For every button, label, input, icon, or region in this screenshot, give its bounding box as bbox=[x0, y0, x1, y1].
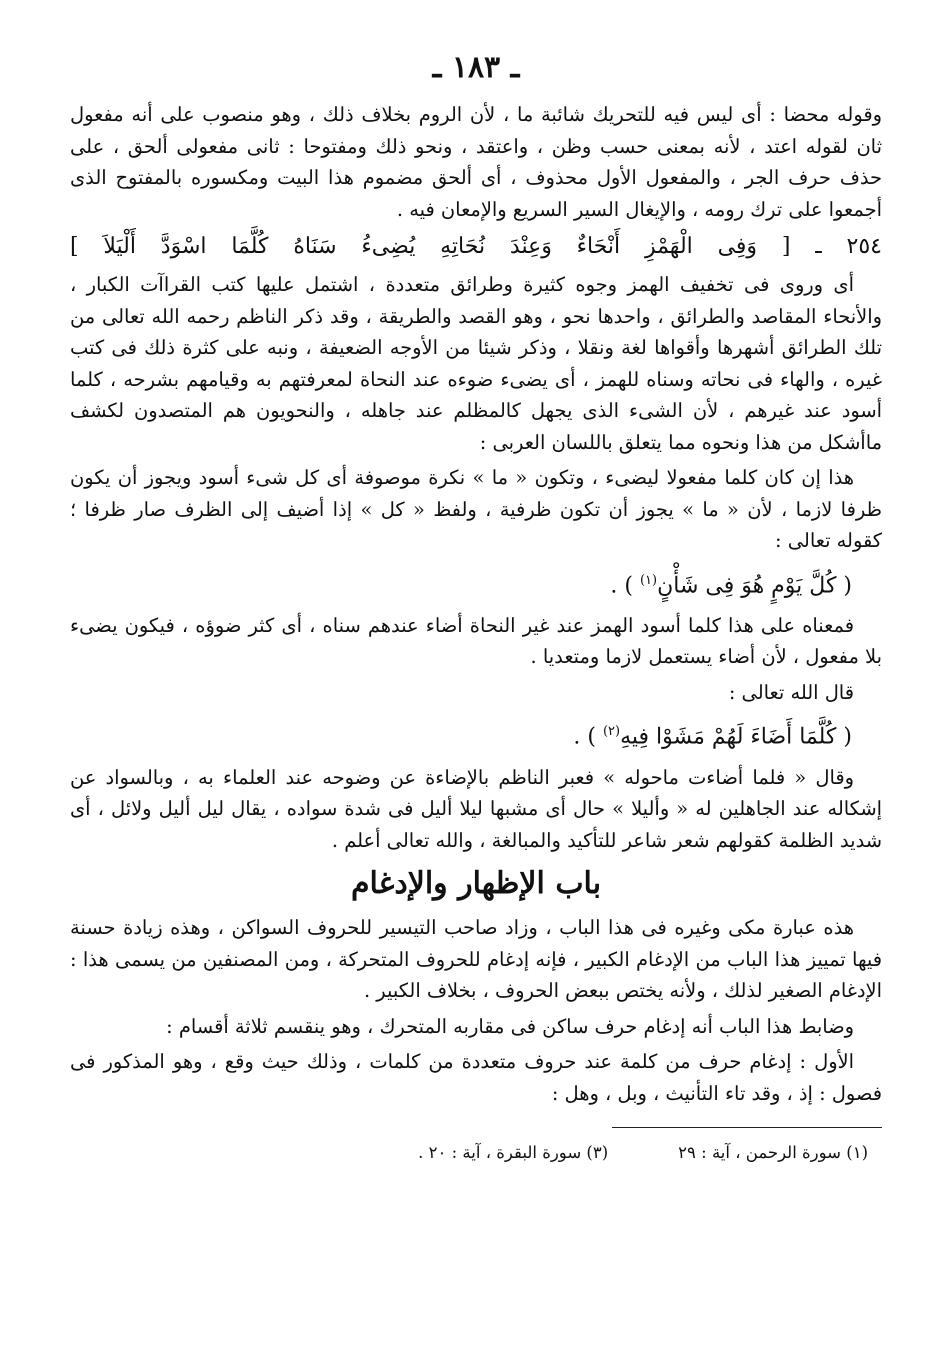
paragraph: وقال « فلما أضاءت ماحوله » فعبر الناظم بالإضاءة عن وضوحه عند العلماء به ، وبالسواد عن إشكاله عند الجاهلين له « وأليلا » حال أى مشبها ليلا أليل فى شدة سواده ، يقال ليل أليل ولائل ، أى شديد الظلمة كقولهم شعر شاعر للتأكيد والمبالغة ، والله تعالى أعلم . bbox=[70, 765, 882, 852]
footnote-divider bbox=[612, 1127, 882, 1128]
document-page bbox=[70, 50, 882, 1166]
paragraph: أى وروى فى تخفيف الهمز وجوه كثيرة وطرائق متعددة ، اشتمل عليها كتب القراآت الكبار ، والأنحاء المقاصد والطرائق ، واحدها نحو ، وهو القصد والطريقة ، وقد ذكر الناظم رحمه الله تعالى من تلك الطرائق أشهرها وأقواها لغة ونقلا ، وذكر شيئا من الأوجه الضعيفة ، ونبه على كثرة ذلك فى كتب غيره ، والهاء فى نحاته وسناه للهمز ، أى يضىء ضوءه عند النحاة لمعرفتهم به وقيامهم بشرحه ، كلما أسود عند غيرهم ، لأن الشىء الذى يجهل كالمظلم عند جاهله ، والنحويون هم المتصدون لكشف ماأشكل من هذا ونحوه مما يتعلق باللسان العربى : bbox=[70, 273, 882, 454]
footnote-ref: (٢) bbox=[602, 724, 621, 740]
paragraph: وقوله محضا : أى ليس فيه للتحريك شائبة ما ، لأن الروم بخلاف ذلك ، وهو منصوب على أنه مفعول ثان لقوله اعتد ، لأنه بمعنى حسب وظن ، واعتقد ، ونحو ذلك ومفتوحا : ثانى مفعولى ألحق ، على حذف حرف الجر ، والمفعول الأول محذوف ، أى ألحق مضموم هذا البيت ومكسوره بالمفتوح الذى أجمعوا على ترك رومه ، والإيغال السير السريع والإمعان فيه . bbox=[70, 103, 882, 221]
footnotes bbox=[70, 1140, 882, 1166]
quran-quote-text: ( كُلَّ يَوْمٍ هُوَ فِى شَأْنٍ bbox=[657, 572, 852, 598]
poem-verse: ٢٥٤ ـ [ وَفِى الْهَمْزِ أَنْحَاءٌ وَعِنْدَ نُحَاتِهِ يُضِىءُ سَنَاهُ كُلَّمَا اسْوَدَّ أَلْيَلاَ ] bbox=[70, 234, 882, 259]
paragraph: هذا إن كان كلما مفعولا ليضىء ، وتكون « ما » نكرة موصوفة أى كل شىء أسود ويجوز أن يكون ظرفا لازما ، لأن « ما » يجوز أن تكون ظرفية ، ولفظ « كل » إذا أضيف إلى الظرف صار ظرفا ؛ كقوله تعالى : bbox=[70, 466, 882, 552]
quran-quote bbox=[70, 561, 852, 606]
quran-quote-text: ( كُلَّمَا أَضَاءَ لَهُمْ مَشَوْا فِيهِ bbox=[620, 724, 852, 750]
quran-quote bbox=[70, 712, 852, 757]
paragraph: فمعناه على هذا كلما أسود الهمز عند غير النحاة أضاء عندهم سناه ، أى كثر ضوؤه ، فيكون يضىء بلا مفعول ، لأن أضاء يستعمل لازما ومتعديا . bbox=[70, 613, 882, 669]
paragraph: قال الله تعالى : bbox=[728, 680, 854, 704]
paragraph: وضابط هذا الباب أنه إدغام حرف ساكن فى مقاربه المتحرك ، وهو ينقسم ثلاثة أقسام : bbox=[166, 1014, 854, 1038]
footnote: (١) سورة الرحمن ، آية : ٢٩ bbox=[678, 1143, 868, 1163]
paragraph: هذه عبارة مكى وغيره فى هذا الباب ، وزاد صاحب التيسير للحروف السواكن ، وهذه زيادة حسنة فيها تمييز هذا الباب من الإدغام الكبير ، فإنه إدغام للحروف المتحركة ، ومن المصنفين من يسمى هذا : الإدغام الصغير لذلك ، ولأنه يختص ببعض الحروف ، بخلاف الكبير . bbox=[70, 916, 882, 1003]
quran-quote-end: ) . bbox=[573, 724, 603, 750]
quran-quote-end: ) . bbox=[610, 572, 640, 598]
paragraph: الأول : إدغام حرف من كلمة عند حروف متعددة من كلمات ، وذلك حيث وقع ، وهو المذكور فى فصول : إذ ، وقد تاء التأنيث ، وبل ، وهل : bbox=[70, 1050, 882, 1105]
footnote-ref: (١) bbox=[639, 572, 658, 588]
footnote: (٣) سورة البقرة ، آية : ٢٠ . bbox=[418, 1143, 609, 1163]
section-title: باب الإظهار والإدغام bbox=[350, 866, 602, 902]
page-number: ـ ١٨٣ ـ bbox=[432, 50, 520, 85]
